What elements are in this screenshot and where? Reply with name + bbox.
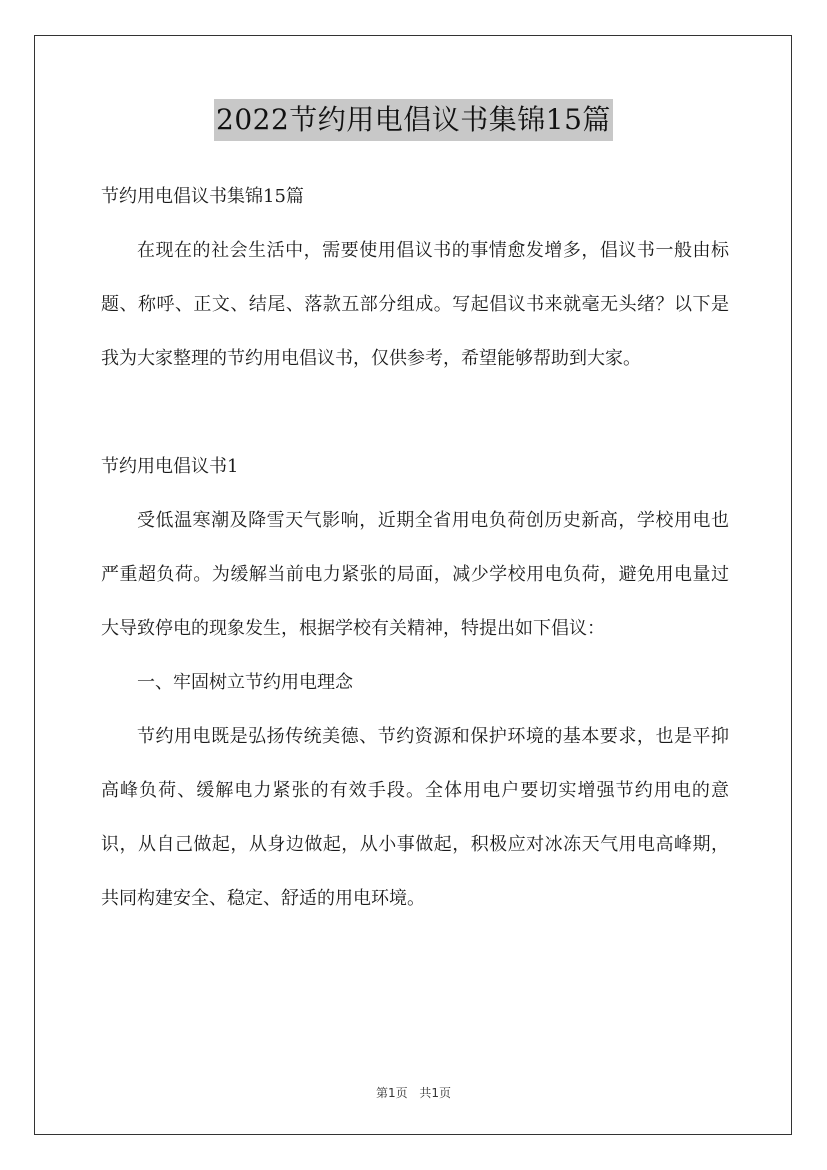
document-title: 2022节约用电倡议书集锦15篇 (214, 99, 613, 141)
section-paragraph: 受低温寒潮及降雪天气影响，近期全省用电负荷创历史新高，学校用电也严重超负荷。为缓解当前电力紧张的局面，减少学校用电负荷，避免用电量过大导致停电的现象发生，根据学校有关精神，特提出如下倡议： (101, 510, 729, 639)
point-heading: 一、牢固树立节约用电理念 (137, 672, 353, 693)
title-container (0, 99, 827, 141)
page-footer (0, 1084, 827, 1101)
document-body (101, 170, 729, 926)
page-number: 第1页 (375, 1086, 408, 1100)
point-paragraph: 节约用电既是弘扬传统美德、节约资源和保护环境的基本要求，也是平抑高峰负荷、缓解电力紧张的有效手段。全体用电户要切实增强节约用电的意识，从自己做起，从身边做起，从小事做起，积极应对冰冻天气用电高峰期，共同构建安全、稳定、舒适的用电环境。 (101, 726, 729, 909)
intro-paragraph: 在现在的社会生活中，需要使用倡议书的事情愈发增多，倡议书一般由标题、称呼、正文、结尾、落款五部分组成。写起倡议书来就毫无头绪？以下是我为大家整理的节约用电倡议书，仅供参考，希望能够帮助到大家。 (101, 240, 729, 369)
page-total: 共1页 (419, 1086, 452, 1100)
document-subtitle: 节约用电倡议书集锦15篇 (101, 186, 304, 207)
section-heading: 节约用电倡议书1 (101, 456, 239, 477)
paragraph-spacer (101, 386, 729, 440)
